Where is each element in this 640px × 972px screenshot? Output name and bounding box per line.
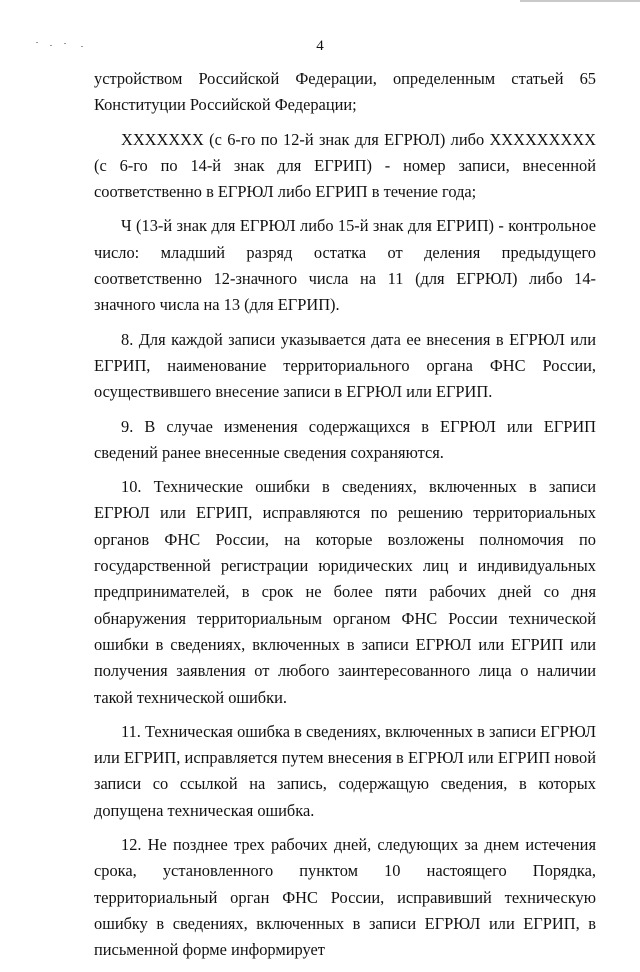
paragraph-item-12: 12. Не позднее трех рабочих дней, следующих за днем истечения срока, установленного пунктом 10 настоящего Порядка, территориальный орган ФНС России, исправивший техническую ошибку в сведениях, включенных в записи ЕГРЮЛ или ЕГРИП, в письменной форме информирует (94, 835, 596, 960)
paragraph-item-10: 10. Технические ошибки в сведениях, включенных в записи ЕГРЮЛ или ЕГРИП, исправляются по решению территориальных органов ФНС России, на которые возложены полномочия по государственной регистрации юридических лиц и индивидуальных предпринимателей, в срок не более пяти рабочих дней со дня обнаружения территориальным органом ФНС России технической ошибки в сведениях, включенных в записи ЕГРЮЛ или ЕГРИП или получения заявления от любого заинтересованного лица о наличии такой технической ошибки. (94, 477, 596, 707)
paragraph-check-digit: Ч (13-й знак для ЕГРЮЛ либо 15-й знак для ЕГРИП) - контрольное число: младший разряд остатка от деления предыдущего соответственно 12-значного числа на 11 (для ЕГРЮЛ) либо 14-значного числа на 13 (для ЕГРИП). (94, 216, 596, 315)
paragraph-item-9: 9. В случае изменения содержащихся в ЕГРЮЛ или ЕГРИП сведений ранее внесенные сведения сохраняются. (94, 416, 596, 462)
paragraph-item-8: 8. Для каждой записи указывается дата ее внесения в ЕГРЮЛ или ЕГРИП, наименование территориального органа ФНС России, осуществившего внесение записи в ЕГРЮЛ или ЕГРИП. (94, 329, 596, 402)
document-body (94, 66, 596, 972)
paragraph-record-number: XXXXXXX (с 6-го по 12-й знак для ЕГРЮЛ) либо XXXXXXXXX (с 6-го по 14-й знак для ЕГРИП) - номер записи, внесенной соответственно в ЕГРЮЛ либо ЕГРИП в течение года; (94, 129, 596, 202)
paragraph-item-11: 11. Техническая ошибка в сведениях, включенных в записи ЕГРЮЛ или ЕГРИП, исправляется путем внесения в ЕГРЮЛ или ЕГРИП новой записи со ссылкой на запись, содержащую сведения, в которых допущена техническая ошибка. (94, 721, 596, 820)
scan-edge-mark (520, 0, 640, 2)
paragraph-continuation: устройством Российской Федерации, определенным статьей 65 Конституции Российской Федерации; (94, 69, 596, 115)
page-number: 4 (316, 38, 324, 54)
